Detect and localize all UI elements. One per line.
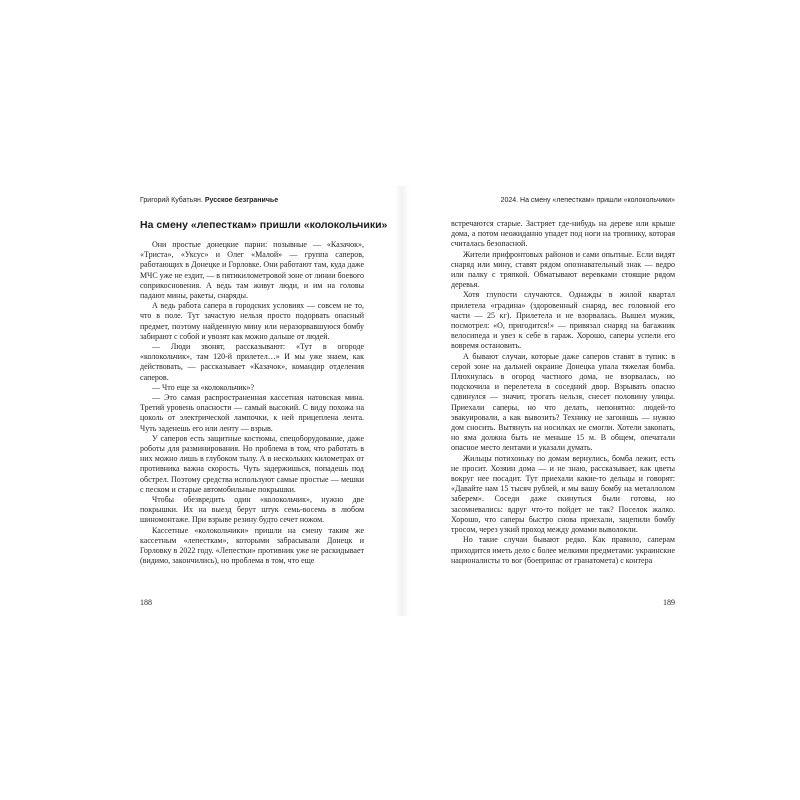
right-running-head: 2024. На смену «лепесткам» пришли «колокольчики» bbox=[500, 197, 675, 204]
paragraph: Но такие случаи бывают редко. Как правило, саперам приходится иметь дело с более мелкими предметами: украинские националисты то вог (боеприпас от гранатомета) с контера bbox=[451, 535, 675, 565]
running-head-author: Григорий Кубатьян. bbox=[140, 197, 203, 204]
paragraph-continued: встречаются старые. Застряет где-нибудь на дереве или крыше дома, а потом неожиданно упадет под ноги на тропинку, которая считалась безопасной. bbox=[451, 219, 675, 249]
paragraph: У саперов есть защитные костюмы, спецоборудование, даже роботы для разминирования. Но проблема в том, что работать в них можно лишь в глубоком тылу. А в нескольких километрах от противника важна скорость. Чуть задержишься, попадешь под обстрел. Поэтому средства используют самые простые — мешки с песком и старые автомобильные покрышки. bbox=[140, 433, 364, 494]
paragraph: Жители прифронтовых районов и сами опытные. Если видят снаряд или мину, ставят рядом опознавательный знак — ведро или палку с тряпкой. Обматывают веревками стоящие рядом деревья. bbox=[451, 249, 675, 290]
paragraph: А бывают случаи, которые даже саперов ставят в тупик: в серой зоне на дальней окраине Донецка упала тяжелая бомба. Плюхнулась в огород частного дома, не взорвалась, но подскочила и перелетела в соседний двор. Взрывать опасно сдвинулся — значит, трогать нельзя, снесет половину улицы. Приехали саперы, но что делать, непонятно: людей-то эвакуировали, а как вывозить? Технику не загонишь — нужно дом сносить. Вытянуть на носилках не смогли. Хотели закопать, но яма должна быть не меньше 15 м. В общем, опечатали опасное место лентами и указали думать. bbox=[451, 351, 675, 453]
page-number-left: 188 bbox=[140, 598, 152, 607]
left-running-head bbox=[140, 196, 364, 205]
paragraph: Кассетные «колокольчики» пришли на смену таким же кассетным «лепесткам», которыми забрасывали Донецк и Горловку в 2022 году. «Лепестки» противник уже не раскидывает (видимо, закончились), но проблема в том, что еще bbox=[140, 525, 364, 566]
paragraph: — Это самая распространенная кассетная натовская мина. Третий уровень опасности — самый высокий. С виду похожа на цоколь от электрической лампочки, к ней прицеплена лента. Чуть заденешь его или ленту — взрыв. bbox=[140, 393, 364, 433]
chapter-title: На смену «лепесткам» пришли «колокольчики» bbox=[140, 219, 388, 231]
book-gutter-shadow bbox=[395, 186, 409, 616]
page-number-right: 189 bbox=[663, 598, 675, 607]
paragraph: Хотя глупости случаются. Однажды в жилой квартал прилетела «градина» (здоровенный снаряд, вес головной его части — 25 кг). Прилетела и не взорвалась. Вышел мужик, посмотрел: «О, пригодится!» — привязал снаряд на багажник велосипеда и увез к себе в гараж. Хорошо, саперы успели его вовремя остановить. bbox=[451, 290, 675, 351]
paragraph: — Люди звонят, рассказывают: «Тут в огороде «колокольчик», там 120-й прилетел…» И мы уже знаем, как действовать, — рассказывает «Казачок», командир отделения саперов. bbox=[140, 342, 364, 382]
right-page bbox=[451, 196, 675, 608]
paragraph: Жильцы потихоньку по домам вернулись, бомба лежит, есть не просит. Хозяин дома — и не знаю, рассказывает, как цветы вокруг нее посадит. Тут приехали какие-то дельцы и говорят: «Давайте нам 15 тысяч рублей, и мы вашу бомбу на металлолом заберем». Соседи даже скинуться были готовы, но засомневались: вдруг что-то пойдет не так? Поселок жалко. Хорошо, что саперы быстро снова приехали, зацепили бомбу тросом, через узкий проход между домами выволокли. bbox=[451, 453, 675, 535]
right-page-body bbox=[451, 219, 675, 566]
paragraph: А ведь работа сапера в городских условиях — совсем не то, что в поле. Тут зачастую нельзя просто подорвать опасный предмет, поэтому найденную мину или неразорвавшуюся бомбу забирают с собой и увозят как можно дальше от людей. bbox=[140, 301, 364, 341]
running-head-book-title: Русское безграничье bbox=[204, 197, 279, 204]
paragraph: — Что еще за «колокольчик»? bbox=[152, 382, 255, 392]
left-page-body bbox=[140, 240, 364, 567]
left-page bbox=[140, 196, 388, 608]
paragraph: Чтобы обезвредить один «колокольчик», нужно две покрышки. Их на выезд берут штук семь-восемь в любом шиномонтаже. При взрыве резину будто сечет ножом. bbox=[140, 495, 364, 525]
paragraph: Они простые донецкие парни: позывные — «Казачок», «Триста», «Уксус» и Олег «Малой» — группа саперов, работающих в Донецке и Горловке. Они работают там, куда даже МЧС уже не ездит, — в пятикилометровой зоне от линии боевого соприкосновения. А ведь там живут люди, и им на головы падают мины, ракеты, снаряды. bbox=[140, 240, 364, 301]
